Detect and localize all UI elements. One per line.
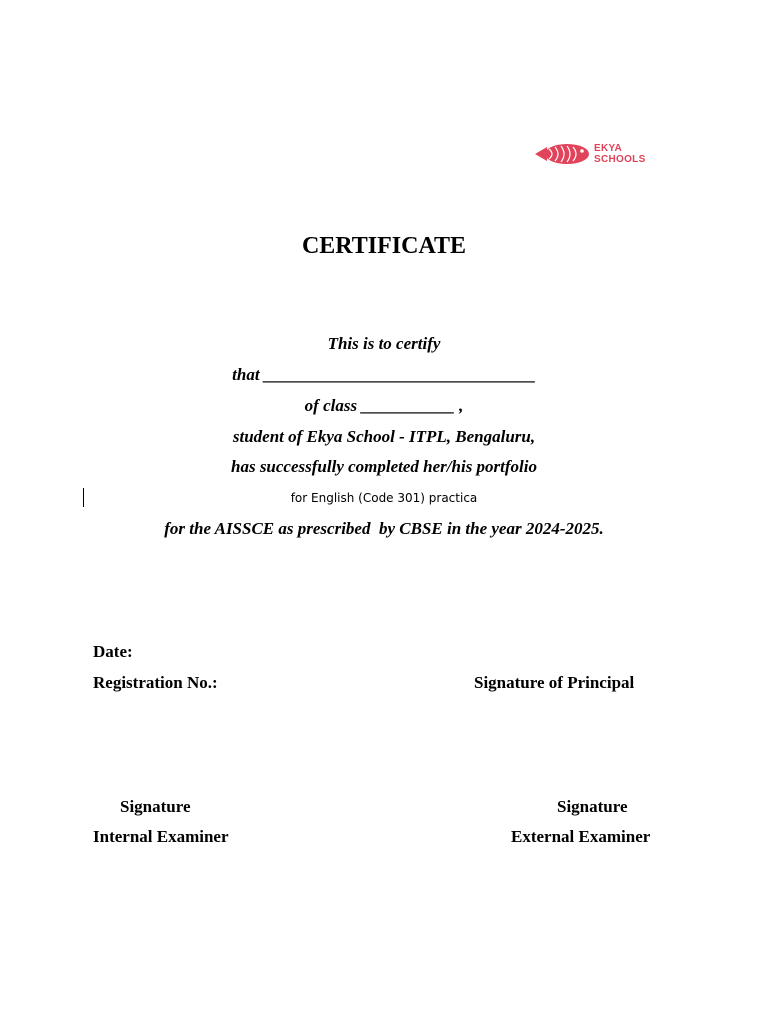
logo-text-line2: SCHOOLS bbox=[594, 154, 646, 165]
external-signature-label: Signature bbox=[557, 797, 628, 816]
class-line: of class ___________ , bbox=[304, 396, 464, 415]
aissce-line: for the AISSCE as prescribed by CBSE in the year 2024-2025. bbox=[164, 519, 604, 538]
student-name-line: that ________________________________ bbox=[232, 365, 536, 384]
completion-line: has successfully completed her/his portfolio bbox=[231, 457, 537, 476]
logo-text-line1: EKYA bbox=[594, 143, 623, 154]
external-examiner-label: External Examiner bbox=[511, 827, 651, 846]
fish-logo-icon bbox=[533, 142, 591, 166]
date-label: Date: bbox=[93, 642, 133, 661]
certify-line: This is to certify bbox=[327, 334, 441, 353]
certificate-title: CERTIFICATE bbox=[301, 233, 467, 259]
registration-label: Registration No.: bbox=[93, 673, 218, 692]
ekya-schools-logo bbox=[533, 141, 648, 167]
principal-signature-label: Signature of Principal bbox=[474, 673, 635, 692]
school-line: student of Ekya School - ITPL, Bengaluru, bbox=[232, 427, 536, 446]
subject-line[interactable]: for English (Code 301) practica bbox=[290, 491, 478, 505]
internal-signature-label: Signature bbox=[120, 797, 191, 816]
internal-examiner-label: Internal Examiner bbox=[93, 827, 229, 846]
